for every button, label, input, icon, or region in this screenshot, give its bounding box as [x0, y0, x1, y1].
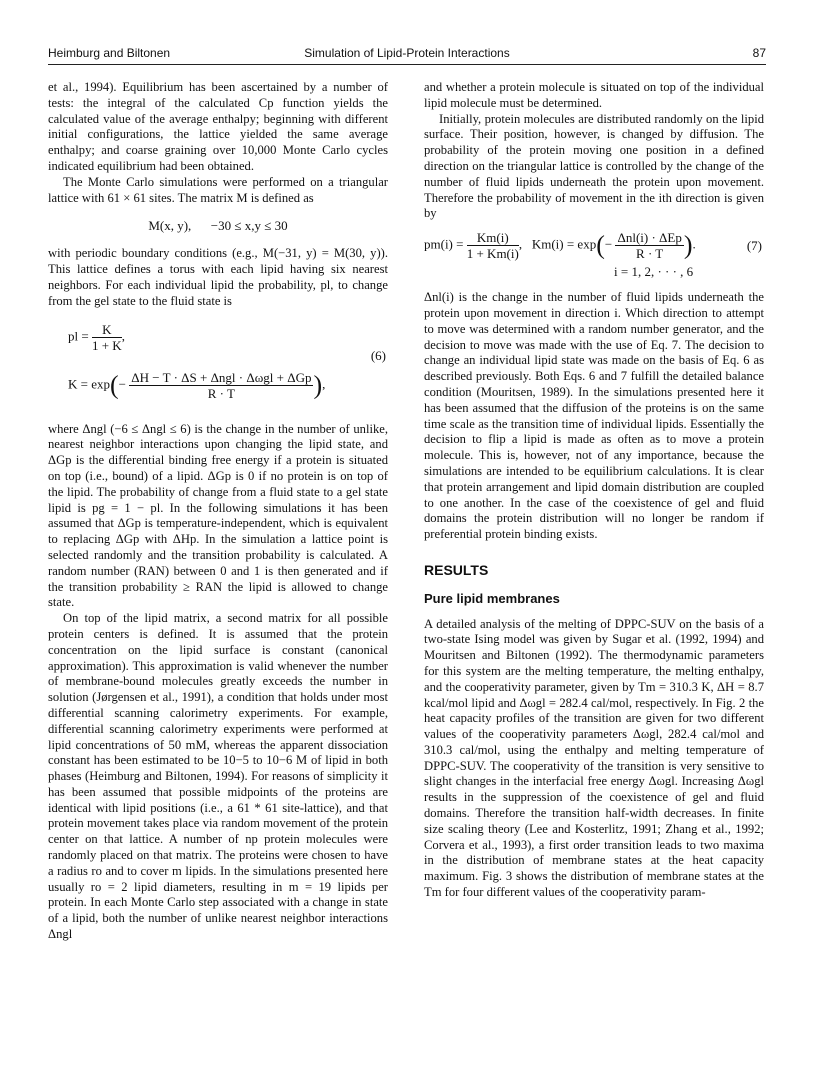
- equation-6: pl = $\frac{K}{1 + K}$ , (6) K = exp(− $\frac{\text{ΔH − T · ΔS + Δngl · Δωgl + ΔGp}}{R \cdot T}$ ),: [68, 321, 386, 401]
- eq6-k-numerator: ΔH − T · ΔS + Δngl · Δωgl + ΔGp: [131, 369, 312, 385]
- eq6-denominator: 1 + K: [91, 337, 122, 353]
- section-heading-results: RESULTS: [424, 561, 489, 578]
- subsection-heading: Pure lipid membranes: [424, 590, 560, 606]
- page-number: 87: [752, 46, 766, 60]
- equation-number: (7): [746, 238, 762, 254]
- header-authors: Heimburg and Biltonen: [48, 46, 171, 60]
- running-header: [48, 44, 766, 66]
- paragraph: where Δngl (−6 ≤ Δngl ≤ 6) is the change in the number of unlike, nearest neighbor interactions upon changing the lipid state, and ΔGp is the differential binding free energy if a protein is situated on top (i.e., bound) of a lipid. ΔGp is 0 if no protein is on top of the lipid. The probability of change from a fluid state to a gel state lipid is pg = 1 − pl. In the following simulations it has been assumed that ΔGp is temperature-independent, which is equivalent to replacing ΔGp with ΔHp. In the simulation a lattice point is selected randomly and the transition probability is calculated. A random number (RAN) between 0 and 1 is then generated and if the transition probability ≥ RAN the lipid is allowed to change state.: [48, 421, 388, 610]
- equation-number: (6): [370, 347, 386, 363]
- eq6-fraction: [92, 322, 122, 353]
- eq7-k-fraction: [615, 230, 683, 261]
- eq7-range: i = 1, 2, · · · , 6: [614, 264, 694, 280]
- eq7-fraction: [467, 230, 519, 261]
- paragraph: et al., 1994). Equilibrium has been ascertained by a number of tests: the integral of the calculated Cp function yields the calculated value of the average enthalpy; beginning with different initial configurations, the lattice yielded the same average enthalpy; and coarse graining over 10,000 Monte Carlo cycles indicated equilibrium had been obtained.: [48, 80, 388, 173]
- equation-7: pm(i) = $\frac{Km(i)}{1 + Km(i)}$ , Km(i) = exp(− $\frac{\text{Δnl(i) · ΔEp}}{R \cdot T}$ ). (7) i = 1, 2, · · · , 6: [424, 230, 762, 280]
- eq7-numerator: Km(i): [467, 230, 519, 246]
- eq7-lhs: pm(i) =: [424, 236, 464, 252]
- eq6-k-fraction: [129, 370, 313, 401]
- paragraph: On top of the lipid matrix, a second matrix for all possible protein centers is defined. It is assumed that the protein concentration on the lipid surface is constant (canonical approximation). This approximation is valid whenever the number of membrane-bound molecules greatly exceeds the number in solution (Jørgensen et al., 1991), a condition that holds under most differential scanning calorimetry experiments. For example, differential scanning calorimetry experiments were performed at lipid concentrations of 50 mM, whereas the apparent dissociation constant has been estimated to be 10−5 to 10−6 M of lipid in both phases (Heimburg and Biltonen, 1994). For reasons of simplicity it has been assumed that possible midpoints of the proteins are identical with lipid positions (i.e., a 61 * 61 site-lattice), and that protein movement takes place via random movement of the protein center on that lattice. A number of np protein molecules were randomly placed on that matrix. The proteins were chosen to have a radius ro and to cover m lipids. In the simulations presented here usually ro = 2 lipid diameters, resulting in m = 19 lipids per protein. In each Monte Carlo step associated with a change in state of a lipid, both the number of unlike nearest neighbor interactions Δngl: [48, 611, 388, 942]
- left-column: [48, 80, 388, 943]
- eq6-k-lhs: K = exp: [68, 376, 110, 392]
- paragraph: with periodic boundary conditions (e.g., M(−31, y) = M(30, y)). This lattice defines a torus with each lipid having six nearest neighbors. For each individual lipid the probability, pl, to change from the gel state to the fluid state is: [48, 246, 388, 308]
- eq7-k-numerator: Δnl(i) · ΔEp: [617, 230, 682, 246]
- eq7-denominator: 1 + Km(i): [466, 246, 519, 262]
- paragraph: A detailed analysis of the melting of DPPC-SUV on the basis of a two-state Ising model was given by Sugar et al. (1992, 1994) and Mouritsen and Biltonen (1992). The thermodynamic parameters for this system are the melting temperature, the melting enthalpy, and the cooperativity parameter, given by Tm = 310.3 K, ΔH = 8.7 kcal/mol lipid and Δωgl = 282.4 cal/mol, respectively. In Fig. 2 the heat capacity profiles of the transition are given for two different values of the cooperativity parameters Δωgl, 282.4 cal/mol and 310.3 cal/mol, using the enthalpy and melting temperature of DPPC-SUV. The cooperativity of the transition is very sensitive to slight changes in the interfacial free energy Δωgl. Increasing Δωgl results in the suppression of the coexistence of gel and fluid domains. Therefore the transition half-width decreases. In finite size scaling theory (Lee and Kosterlitz, 1991; Zhang et al., 1992; Corvera et al., 1993), a first order transition leads to two maxima in the distribution of membrane states at the heat capacity maximum. Fig. 3 shows the distribution of membrane states at the Tm for four different values of the cooperativity param-: [424, 616, 764, 900]
- header-title: Simulation of Lipid-Protein Interactions: [304, 46, 510, 60]
- eq6-numerator: K: [92, 322, 122, 338]
- eq7-k-lhs: Km(i) = exp: [531, 236, 597, 252]
- paragraph: The Monte Carlo simulations were performed on a triangular lattice with 61 × 61 sites. The matrix M is defined as: [48, 174, 388, 205]
- paragraph: and whether a protein molecule is situated on top of the individual lipid molecule must be determined.: [424, 80, 764, 110]
- paragraph: Δnl(i) is the change in the number of fluid lipids underneath the protein upon movement in direction i. Which direction to attempt to move was determined with a random number generator, and the decision to move was made with the use of Eq. 7. The decision to change an individual lipid state was made on the basis of Eq. 6 as described previously. Both Eqs. 6 and 7 fulfill the detailed balance condition (Mouritsen, 1989). In the simulations presented here it has been assumed that the diffusion of the proteins is on the same time scale as the transition time of individual lipids. Essentially the decision to flip a lipid is made as often as to move a protein molecule. This is, however, not of any importance, because the simulations are intended to be equilibrium calculations. It is clear that protein arrangement and lipid domain distribution are coupled to one another. In the case of the coexistence of gel and fluid domains the protein distribution will no longer be random if preferential protein binding exists.: [424, 290, 764, 542]
- eq6-lhs: pl =: [68, 328, 89, 344]
- eq6-k-denominator: R · T: [207, 385, 235, 401]
- right-column: [424, 80, 764, 901]
- paragraph: Initially, protein molecules are distributed randomly on the lipid surface. Their position, however, is changed by diffusion. The probability of the protein moving one position in a defined direction on the triangular lattice is controlled by the change of the number of fluid lipids underneath the protein upon movement. Therefore the probability of movement in the ith direction is given by: [424, 111, 764, 221]
- header-rule: [48, 64, 766, 65]
- equation-matrix: M(x, y), −30 ≤ x,y ≤ 30: [148, 218, 288, 234]
- eq7-k-denominator: R · T: [636, 246, 664, 262]
